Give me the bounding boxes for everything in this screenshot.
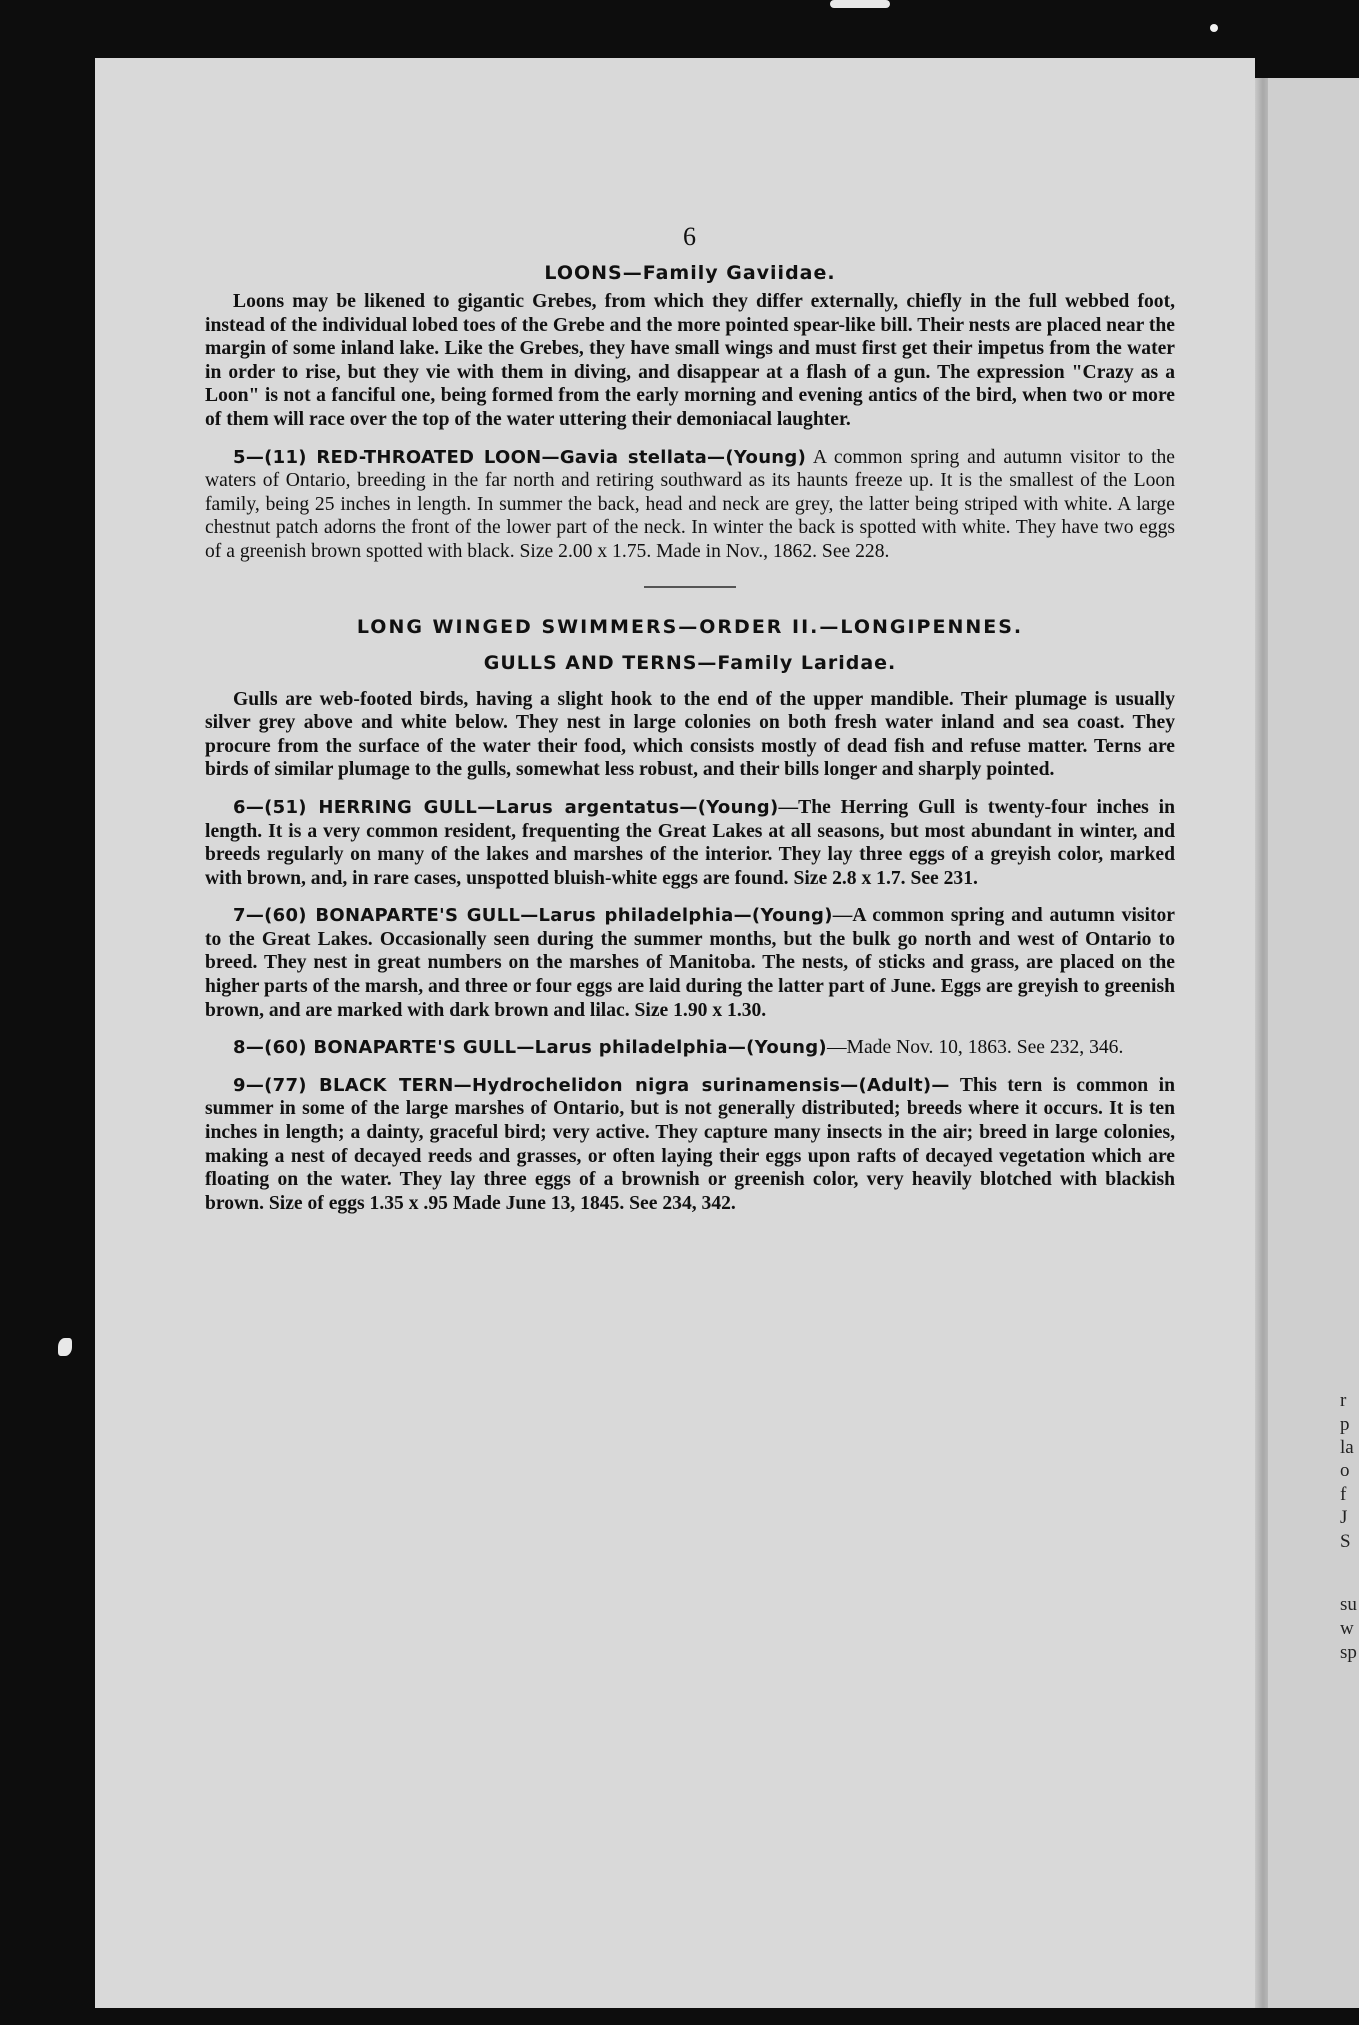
adjacent-fragment: r xyxy=(1340,1390,1347,1411)
gulls-heading: GULLS AND TERNS—Family Laridae. xyxy=(483,651,897,674)
page-number: 6 xyxy=(683,222,697,251)
adjacent-fragment: p xyxy=(1340,1414,1350,1435)
page-content xyxy=(205,222,1175,1229)
entry-text: —The Herring Gull is twenty-four inches in length. It is a very common resident, frequenting the Great Lakes at all seasons, but most abundant in winter, and breeds regularly on many of the lakes and marshes of the interior. They lay three eggs of a greyish color, marked with brown, and, in rare cases, unspotted bluish-white eggs are found. Size 2.8 x 1.7. See 231. xyxy=(205,796,1176,889)
scan-artifact-left xyxy=(58,1338,72,1356)
entry-heading: 9—(77) BLACK TERN—Hydrochelidon nigra surinamensis—(Adult)— xyxy=(233,1074,950,1096)
entry-heading: 6—(51) HERRING GULL—Larus argentatus—(Young) xyxy=(233,796,779,818)
entry-text: A common spring and autumn visitor to the waters of Ontario, breeding in the far north and retiring southward as its haunts freeze up. It is the smallest of the Loon family, being 25 inches in length. In summer the back, head and neck are grey, the latter being striped with white. A large chestnut patch adorns the front of the lower part of the neck. In winter the back is spotted with white. They have two eggs of a greenish brown spotted with black. Size 2.00 x 1.75. Made in Nov., 1862. See 228. xyxy=(205,446,1176,562)
scan-artifact-top xyxy=(830,0,890,8)
entry-bonapartes-gull-2 xyxy=(205,1036,1175,1060)
adjacent-fragment: f xyxy=(1340,1484,1347,1505)
loons-heading: LOONS—Family Gaviidae. xyxy=(544,262,836,284)
loons-intro: Loons may be likened to gigantic Grebes, from which they differ externally, chiefly in the full webbed foot, instead of the individual lobed toes of the Grebe and the more pointed spear-like bill. Their nests are placed near the margin of some inland lake. Like the Grebes, they have small wings and must first get their impetus from the water in order to rise, but they vie with them in diving, and disappear at a flash of a gun. The expression "Crazy as a Loon" is not a fanciful one, being formed from the early morning and evening antics of the bird, when two or more of them will race over the top of the water uttering their demoniacal laughter. xyxy=(205,291,1175,430)
entry-heading: 8—(60) BONAPARTE'S GULL—Larus philadelphia—(Young) xyxy=(233,1037,827,1059)
adjacent-fragment: o xyxy=(1340,1460,1350,1481)
entry-heading: 7—(60) BONAPARTE'S GULL—Larus philadelphia—(Young) xyxy=(233,905,833,927)
entry-red-throated-loon xyxy=(205,446,1175,564)
scan-artifact-corner xyxy=(1210,24,1218,32)
gulls-intro: Gulls are web-footed birds, having a slight hook to the end of the upper mandible. Their plumage is usually silver grey above and white below. They nest in large colonies on both fresh water inland and sea coast. They procure from the surface of the water their food, which consists mostly of dead fish and refuse matter. Terns are birds of similar plumage to the gulls, somewhat less robust, and their bills longer and sharply pointed. xyxy=(205,688,1175,781)
section-divider xyxy=(644,586,736,588)
adjacent-fragment: sp xyxy=(1340,1642,1357,1663)
entry-text: —Made Nov. 10, 1863. See 232, 346. xyxy=(826,1037,1124,1059)
entry-bonapartes-gull xyxy=(205,904,1175,1022)
entry-text: —A common spring and autumn visitor to the Great Lakes. Occasionally seen during the summer months, but the bulk go north and west of Ontario to breed. They nest in great numbers on the marshes of Manitoba. The nests, of sticks and grass, are placed on the higher parts of the marsh, and three or four eggs are laid during the latter part of June. Eggs are greyish to greenish brown, and are marked with dark brown and lilac. Size 1.90 x 1.30. xyxy=(205,905,1175,1021)
adjacent-fragment: J xyxy=(1340,1507,1348,1528)
entry-text: This tern is common in summer in some of the large marshes of Ontario, but is not generally distributed; breeds where it occurs. It is ten inches in length; a dainty, graceful bird; very active. They capture many insects in the air; breed in large colonies, making a nest of decayed reeds and grasses, or often laying their eggs upon rafts of decayed vegetation which are floating on the water. They lay three eggs of a brownish or greenish color, very heavily blotched with blackish brown. Size of eggs 1.35 x .95 Made June 13, 1845. See 234, 342. xyxy=(205,1074,1175,1214)
order-heading: LONG WINGED SWIMMERS—ORDER II.—LONGIPENNES. xyxy=(356,615,1024,638)
adjacent-page-strip xyxy=(1268,78,1359,2008)
entry-herring-gull xyxy=(205,796,1175,890)
adjacent-fragment: la xyxy=(1340,1437,1354,1458)
entry-heading: 5—(11) RED-THROATED LOON—Gavia stellata—(Young) xyxy=(233,446,807,468)
adjacent-fragment: su xyxy=(1340,1594,1357,1615)
adjacent-fragment: w xyxy=(1340,1618,1354,1639)
entry-black-tern xyxy=(205,1074,1175,1216)
adjacent-fragment: S xyxy=(1340,1531,1351,1552)
